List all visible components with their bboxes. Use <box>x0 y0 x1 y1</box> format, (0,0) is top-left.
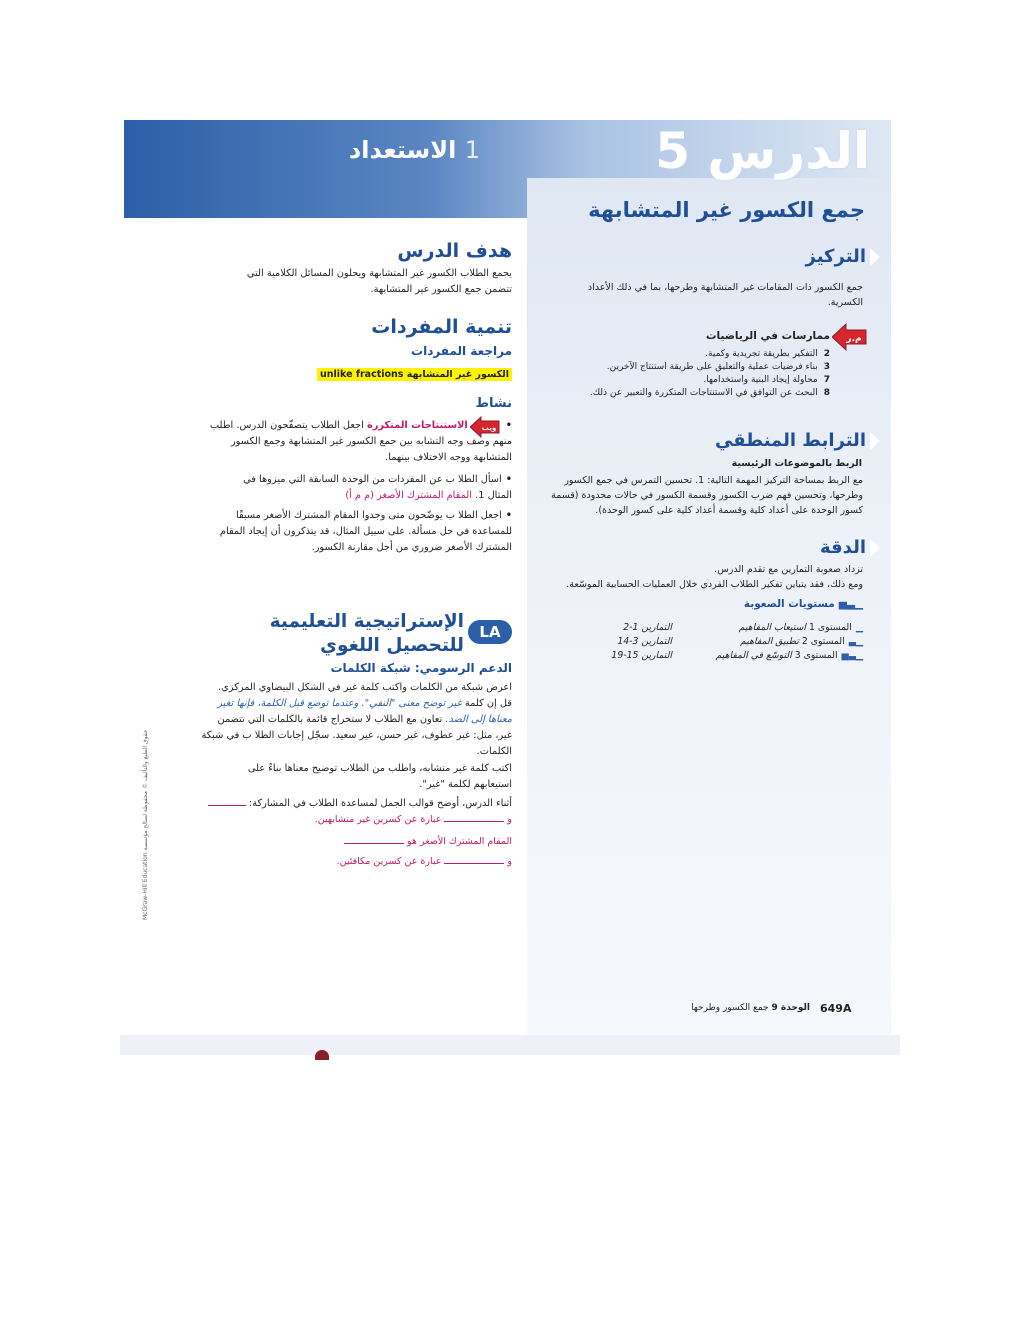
level-row <box>560 650 863 661</box>
lesson-title: الدرس 5 <box>655 122 870 180</box>
level-exercises: التمارين 3-14 <box>617 636 672 647</box>
strategy-p2-rest: تعاون مع الطلاب لا ستخراج قائمة بالكلمات التي تتضمن غير، مثل: غير عطوف، غير حسن، غير سعيد. سجّل إجابات الطلا ب في شبكة الكلمات. <box>201 714 512 757</box>
level-exercises: التمارين 15-19 <box>611 650 672 661</box>
practices-heading: ممارسات في الرياضيات <box>705 330 830 342</box>
level-2-icon: ▁▃ <box>848 636 863 647</box>
strategy-p2-lead: قل إن كلمة <box>464 698 512 709</box>
objective-heading: هدف الدرس <box>397 240 512 262</box>
levels-heading: ▁▃▅مستويات الصعوبة <box>743 598 863 610</box>
sentence-frame-2: المقام المشترك الأصغر هو <box>300 836 512 847</box>
practices-list <box>560 348 830 400</box>
prep-label: الاستعداد <box>348 136 457 164</box>
la-badge: LA <box>468 620 512 644</box>
strategy-p2-italic: غير توضح معنى "النفي". وعندما توضع قبل الكلمة، فإنها تغير معناها إلى الضد. <box>217 698 512 725</box>
practice-item: 7محاولة إيجاد البنية واستخدامها. <box>703 375 830 385</box>
lesson-subtitle: جمع الكسور غير المتشابهة <box>588 198 865 222</box>
strategy-paragraph-4: أثناء الدرس، أوضح قوالب الجمل لمساعدة الطلاب في المشاركة: <box>190 796 512 812</box>
activity-bullet-1-text: اجعل الطلاب يتصفّحون الدرس. اطلب منهم وصف وجه التشابه بين جمع الكسور غير المتشابهة وجمع الكسور المتشابهة ووجه الاختلاف بينهما. <box>209 420 512 463</box>
level-exercises: التمارين 1-2 <box>623 622 672 633</box>
coherence-text: مع الربط بمساحة التركيز المهمة التالية: 1. تحسين التمرس في جمع الكسور وطرحها، وتحسين فهم ضرب الكسور وقسمة الكسور في حالات محدودة (قسمة كسور الوحدة على أعداد كلية وقسمة أعداد كلية على كسور الوحدة). <box>551 475 863 516</box>
level-1-icon: ▁ <box>855 622 863 633</box>
coherence-heading: الترابط المنطقي <box>640 430 880 451</box>
objective-text: يجمع الطلاب الكسور غير المتشابهة ويحلون المسائل الكلامية التي تتضمن جمع الكسور غير المتشابهة. <box>246 268 512 295</box>
math-practices-badge-label: م.ر <box>846 334 862 344</box>
practice-item: 3بناء فرضيات عملية والتعليق على طريقة استنتاج الآخرين. <box>606 362 830 372</box>
prep-number: 1 <box>464 136 480 164</box>
prep-title <box>330 136 480 164</box>
bottom-strip <box>120 1035 900 1055</box>
strategy-subheading: الدعم الرسومي: شبكة الكلمات <box>330 661 512 675</box>
strategy-paragraph-2 <box>200 696 512 760</box>
activity-bullet-2: •اسأل الطلا ب عن المفردات من الوحدة السابقة التي ميزوها في المثال 1. المقام المشترك الأصغر (م م أ) <box>243 474 512 501</box>
footer-unit-title: جمع الكسور وطرحها <box>691 1003 769 1013</box>
vocab-heading: تنمية المفردات <box>371 316 512 338</box>
practice-item: 2التفكير بطريقة تجريدية وكمية. <box>705 349 830 359</box>
page-number: 649A <box>820 1002 852 1015</box>
rigor-line-1: تزداد صعوبة التمارين مع تقدم الدرس. <box>714 564 863 575</box>
rigor-heading: الدقة <box>740 537 880 558</box>
rigor-line-2: ومع ذلك، فقد يتباين تفكير الطلاب الفردي خلال العمليات الحسابية الموسّعة. <box>566 579 863 590</box>
activity-bullet-2-text: اسأل الطلا ب عن المفردات من الوحدة السابقة التي ميزوها في المثال 1. <box>243 474 512 501</box>
strategy-paragraph-3: اكتب كلمة غير متشابه، واطلب من الطلاب توضيح معناها بناءً على استيعابهم لكلمة "غير". <box>247 763 512 790</box>
level-name: ▁المستوى 1 استيعاب المفاهيم <box>738 622 863 633</box>
level-name: ▁▃▅المستوى 3 التوسّع في المفاهيم <box>715 650 863 661</box>
bar-chart-icon: ▁▃▅ <box>838 598 863 610</box>
levels-table <box>560 622 863 667</box>
strategy-heading: الإستراتيجية التعليمية للتحصيل اللغوي <box>269 611 464 656</box>
footer-unit-number: الوحدة 9 <box>771 1003 810 1013</box>
focus-text: جمع الكسور ذات المقامات غير المتشابهة وطرحها، بما في ذلك الأعداد الكسرية. <box>587 282 863 308</box>
footer-unit <box>680 1003 810 1013</box>
level-3-icon: ▁▃▅ <box>841 650 863 661</box>
practice-item: 8البحث عن التوافق في الاستنتاجات المتكررة والتعبير عن ذلك. <box>589 388 830 398</box>
vocab-subheading: مراجعة المفردات <box>411 344 512 358</box>
activity-bullet-1-title: الاستنتاجات المتكررة <box>366 420 468 431</box>
level-name: ▁▃المستوى 2 تطبيق المفاهيم <box>740 636 863 647</box>
level-row <box>560 636 863 647</box>
vocab-term-highlight: الكسور غير المتشابهة unlike fractions <box>317 368 512 381</box>
strategy-paragraph-1: اعرض شبكة من الكلمات واكتب كلمة غير في الشكل البيضاوي المركزي. <box>218 682 512 693</box>
coherence-subheading: الربط بالموضوعات الرئيسية <box>731 458 862 469</box>
triangle-marker-icon <box>870 539 880 557</box>
sentence-frame-1: وعبارة عن كسرين غير متشابهين. <box>314 814 512 825</box>
activity-bullet-3: •اجعل الطلا ب يوضّحون متى وجدوا المقام المشترك الأصغر مسبقًا للمساعدة في حل مسألة. على سبيل المثال، قد يتذكرون أن إيجاد المقام المشترك الأصغر ضروري من أجل مقارنة الكسور. <box>219 510 512 553</box>
copyright-credit: حقوق الطبع والتأليف © محفوظة لصالح مؤسسة McGraw-Hill Education <box>142 729 149 920</box>
web-badge-label: ويب <box>481 424 497 432</box>
math-practices-badge-icon <box>832 322 868 352</box>
activity-heading: نشاط <box>475 396 512 411</box>
activity-bullet-2-answer: المقام المشترك الأصغر (م م أ) <box>345 490 472 501</box>
page-marker-dot <box>315 1050 329 1060</box>
sentence-frame-3: وعبارة عن كسرين مكافئين. <box>336 856 512 867</box>
focus-heading: التركيز <box>700 246 880 267</box>
level-row <box>560 622 863 633</box>
vocab-term <box>300 362 512 381</box>
triangle-marker-icon <box>870 432 880 450</box>
triangle-marker-icon <box>870 248 880 266</box>
activity-bullet-3-text: اجعل الطلا ب يوضّحون متى وجدوا المقام المشترك الأصغر مسبقًا للمساعدة في حل مسألة. على سبيل المثال، قد يتذكرون أن إيجاد المقام المشترك الأصغر ضروري من أجل مقارنة الكسور. <box>219 510 512 553</box>
rigor-text <box>540 562 863 592</box>
activity-bullet-1: •الاستنتاجات المتكررة اجعل الطلاب يتصفّحون الدرس. اطلب منهم وصف وجه التشابه بين جمع الكسور غير المتشابهة وجمع الكسور المتشابهة ووجه الاختلاف بينهما. <box>209 420 512 463</box>
